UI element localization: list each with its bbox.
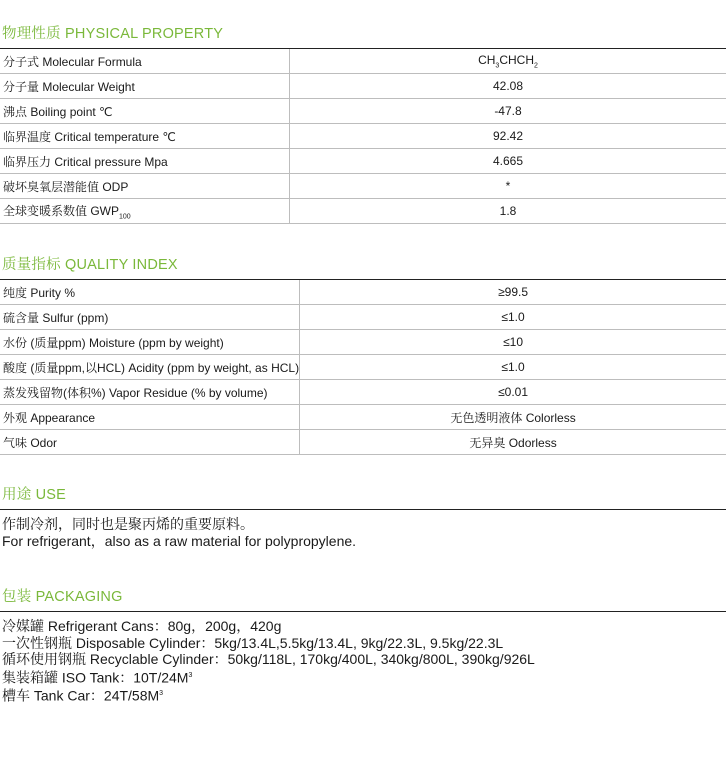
physical-property-title: 物理性质 PHYSICAL PROPERTY (2, 26, 224, 42)
packaging-line: 一次性钢瓶 Disposable Cylinder：5kg/13.4L,5.5kg/13.4L, 9kg/22.3L, 9.5kg/22.3L (2, 634, 504, 651)
row-value: 4.665 (290, 149, 726, 174)
row-label: 沸点 Boiling point ℃ (0, 99, 290, 124)
table-row (0, 174, 726, 199)
use-rule (0, 509, 726, 510)
row-label: 酸度 (质量ppm,以HCL) Acidity (ppm by weight, as HCL) (0, 355, 300, 380)
table-row (0, 380, 726, 405)
packaging-line: 集装箱罐 ISO Tank：$10T/24M^3$ (2, 669, 193, 686)
packaging-line: 循环使用钢瓶 Recyclable Cylinder：50kg/118L, 170kg/400L, 340kg/800L, 390kg/926L (2, 651, 535, 667)
row-value: -47.8 (290, 99, 726, 124)
table-row (0, 149, 726, 174)
table-row (0, 330, 726, 355)
table-row (0, 99, 726, 124)
row-label: 纯度 Purity % (0, 280, 300, 305)
row-label: 临界温度 Critical temperature ℃ (0, 124, 290, 149)
row-label: 破坏臭氧层潜能值 ODP (0, 174, 290, 199)
table-row (0, 430, 726, 455)
row-value: 42.08 (290, 74, 726, 99)
row-label: 水份 (质量ppm) Moisture (ppm by weight) (0, 330, 300, 355)
use-line-en: For refrigerant，also as a raw material for polypropylene. (2, 532, 357, 549)
quality-index-title: 质量指标 QUALITY INDEX (2, 257, 178, 273)
row-label: 分子量 Molecular Weight (0, 74, 290, 99)
row-value: * (290, 174, 726, 199)
row-value: ≤10 (300, 330, 726, 355)
packaging-line: 冷媒罐 Refrigerant Cans：80g，200g，420g (2, 618, 282, 634)
row-value: 1.8 (290, 199, 726, 224)
row-value: ≥99.5 (300, 280, 726, 305)
table-row (0, 280, 726, 305)
table-row (0, 305, 726, 330)
row-value: 无色透明液体 Colorless (300, 405, 726, 430)
row-label: 蒸发残留物(体积%) Vapor Residue (% by volume) (0, 380, 300, 405)
use-text (2, 516, 356, 549)
table-row (0, 355, 726, 380)
row-label: 硫含量 Sulfur (ppm) (0, 305, 300, 330)
row-label: 全球变暖系数值 $GWP_{100}$ (0, 199, 290, 224)
row-value: ≤0.01 (300, 380, 726, 405)
packaging-rule (0, 611, 726, 612)
table-row (0, 74, 726, 99)
physical-property-table (0, 49, 726, 224)
table-row (0, 405, 726, 430)
row-label: 外观 Appearance (0, 405, 300, 430)
table-row (0, 124, 726, 149)
row-value: 92.42 (290, 124, 726, 149)
row-label: 分子式 Molecular Formula (0, 49, 290, 74)
use-line-zh: 作制冷剂，同时也是聚丙烯的重要原料。 (2, 516, 254, 532)
quality-index-table (0, 280, 726, 455)
packaging-list (2, 618, 535, 704)
row-value: ≤1.0 (300, 355, 726, 380)
row-label: 气味 Odor (0, 430, 300, 455)
packaging-title: 包装 PACKAGING (2, 589, 123, 605)
use-title: 用途 USE (2, 487, 67, 503)
row-label: 临界压力 Critical pressure Mpa (0, 149, 290, 174)
row-value: ≤1.0 (300, 305, 726, 330)
packaging-line: 槽车 Tank Car：$24T/58M^3$ (2, 687, 164, 704)
row-value: 无异臭 Odorless (300, 430, 726, 455)
molecular-formula-value: $CH_3CHCH_2$ (290, 49, 726, 74)
table-row (0, 49, 726, 74)
table-row (0, 199, 726, 224)
